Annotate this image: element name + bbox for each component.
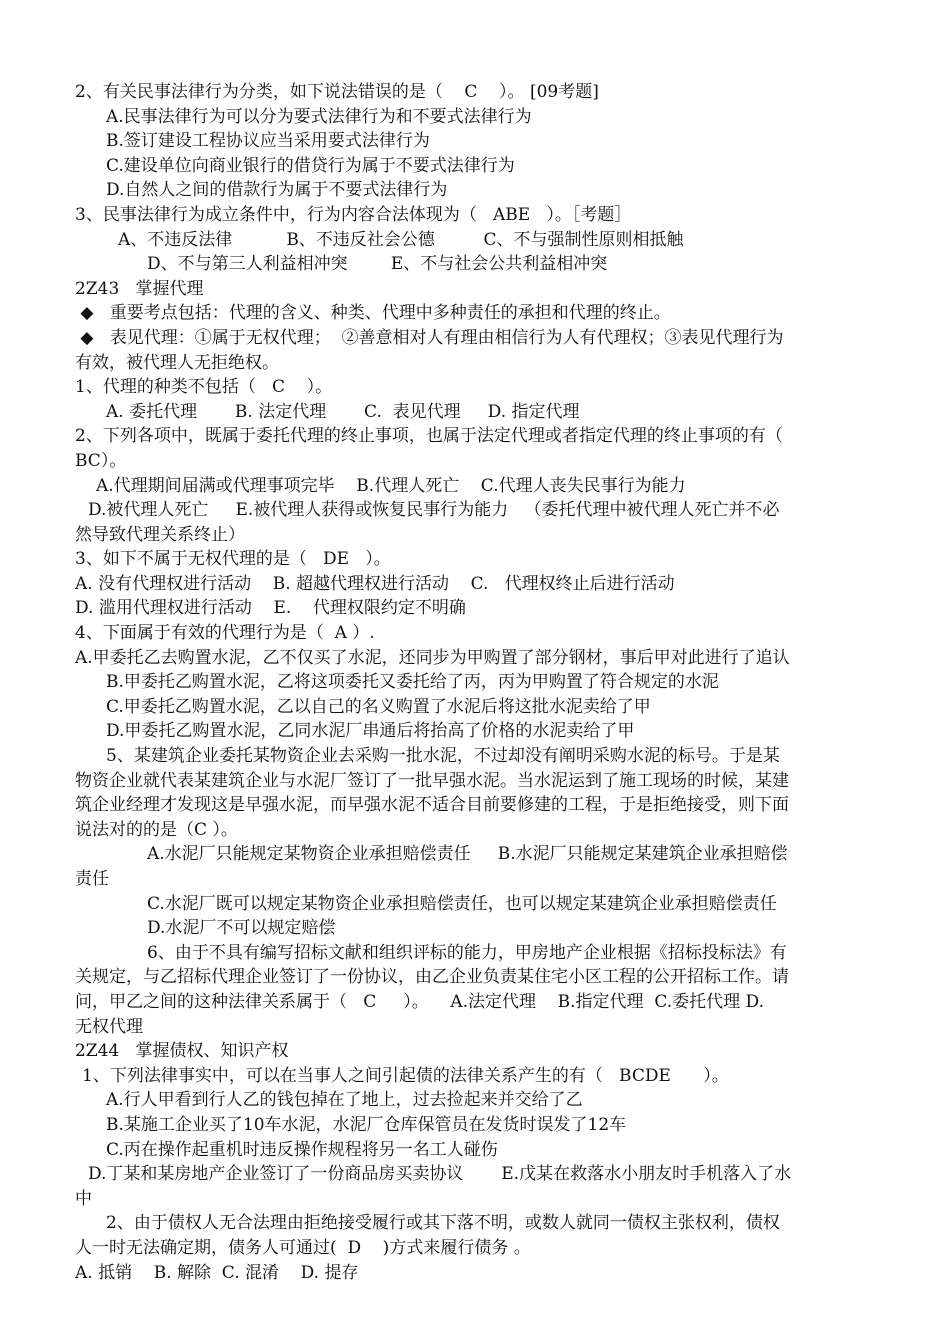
text-line: D.自然人之间的借款行为属于不要式法律行为 (106, 180, 448, 201)
text-line: A. 抵销 B. 解除 C. 混淆 D. 提存 (75, 1262, 359, 1283)
text-line: A.甲委托乙去购置水泥，乙不仅买了水泥，还同步为甲购置了部分钢材，事后甲对此进行了追认 (75, 647, 790, 668)
text-line: 人一时无法确定期，债务人可通过( D )方式来履行债务 。 (75, 1237, 531, 1258)
text-line: B.甲委托乙购置水泥，乙将这项委托又委托给了丙，丙为甲购置了符合规定的水泥 (106, 672, 719, 693)
text-line: 责任 (75, 869, 109, 889)
text-line: 2、有关民事法律行为分类，如下说法错误的是（ C ）。 [09考题] (75, 82, 599, 102)
text-line: B.签订建设工程协议应当采用要式法律行为 (106, 131, 430, 152)
text-line: D、不与第三人利益相冲突 E、不与社会公共利益相冲突 (147, 254, 608, 275)
text-line: 1、下列法律事实中，可以在当事人之间引起债的法律关系产生的有（ BCDE ）。 (82, 1065, 729, 1086)
text-line: 问，甲乙之间的这种法律关系属于（ C ）。 A.法定代理 B.指定代理 C.委托代理 D. (75, 991, 764, 1012)
text-line: C.建设单位向商业银行的借贷行为属于不要式法律行为 (106, 155, 515, 176)
text-line: 2Z43 掌握代理 (75, 278, 204, 299)
text-line: 3、民事法律行为成立条件中，行为内容合法体现为（ ABE ）。［考题］ (75, 204, 632, 225)
text-line: D.丁某和某房地产企业签订了一份商品房买卖协议 E.戊某在救落水小朋友时手机落入了水 (88, 1164, 792, 1185)
text-line: C.甲委托乙购置水泥，乙以自己的名义购置了水泥后将这批水泥卖给了甲 (106, 696, 651, 717)
text-line: 关规定，与乙招标代理企业签订了一份协议，由乙企业负责某住宅小区工程的公开招标工作。请 (75, 967, 789, 988)
text-line: B.某施工企业买了10车水泥，水泥厂仓库保管员在发货时误发了12车 (106, 1114, 627, 1135)
text-line: C.水泥厂既可以规定某物资企业承担赔偿责任，也可以规定某建筑企业承担赔偿责任 (147, 893, 777, 914)
text-line: 中 (75, 1188, 92, 1209)
text-line: 筑企业经理才发现这是早强水泥，而早强水泥不适合目前要修建的工程，于是拒绝接受，则下面 (75, 795, 789, 816)
text-line: A.代理期间届满或代理事项完毕 B.代理人死亡 C.代理人丧失民事行为能力 (96, 475, 686, 496)
text-line: 6、由于不具有编写招标文献和组织评标的能力，甲房地产企业根据《招标投标法》有 (147, 942, 787, 963)
text-line: 2、由于债权人无合法理由拒绝接受履行或其下落不明，或数人就同一债权主张权利，债权 (106, 1213, 780, 1234)
text-line: A. 没有代理权进行活动 B. 超越代理权进行活动 C. 代理权终止后进行活动 (75, 573, 675, 594)
text-line: C.丙在操作起重机时违反操作规程将另一名工人碰伤 (106, 1139, 498, 1160)
text-line: D.水泥厂不可以规定赔偿 (147, 918, 336, 939)
text-line: D.甲委托乙购置水泥，乙同水泥厂串通后将抬高了价格的水泥卖给了甲 (106, 721, 635, 742)
text-line: 2、下列各项中，既属于委托代理的终止事项，也属于法定代理或者指定代理的终止事项的有（ (75, 426, 783, 447)
text-line: ◆ 重要考点包括：代理的含义、种类、代理中多种责任的承担和代理的终止。 (75, 303, 671, 324)
text-line: 5、某建筑企业委托某物资企业去采购一批水泥，不过却没有阐明采购水泥的标号。于是某 (106, 746, 780, 767)
text-line: 4、下面属于有效的代理行为是（ A ）. (75, 623, 375, 644)
text-line: 3、如下不属于无权代理的是（ DE ）。 (75, 549, 391, 570)
text-line: 无权代理 (75, 1016, 143, 1037)
text-line: D.被代理人死亡 E.被代理人获得或恢复民事行为能力 （委托代理中被代理人死亡并不必 (88, 500, 780, 521)
text-line: BC）。 (75, 450, 127, 471)
text-line: 物资企业就代表某建筑企业与水泥厂签订了一批早强水泥。当水泥运到了施工现场的时候，某建 (75, 770, 789, 791)
text-line: A.民事法律行为可以分为要式法律行为和不要式法律行为 (106, 106, 532, 127)
text-line: 然导致代理关系终止） (75, 524, 245, 545)
text-line: 有效，被代理人无拒绝权。 (75, 352, 279, 373)
document-body (0, 80, 950, 1285)
text-line: A、不违反法律 B、不违反社会公德 C、不与强制性原则相抵触 (118, 229, 684, 250)
text-line: A.水泥厂只能规定某物资企业承担赔偿责任 B.水泥厂只能规定某建筑企业承担赔偿 (147, 844, 788, 865)
text-line: ◆ 表见代理：①属于无权代理； ②善意相对人有理由相信行为人有代理权；③表见代理行为 (75, 327, 784, 348)
text-line: A.行人甲看到行人乙的钱包掉在了地上，过去捡起来并交给了乙 (106, 1090, 583, 1111)
text-line: D. 滥用代理权进行活动 E. 代理权限约定不明确 (75, 598, 466, 619)
text-line: 说法对的的是（C ）。 (75, 819, 238, 840)
text-line: 1、代理的种类不包括（ C ）。 (75, 377, 333, 398)
text-line: 2Z44 掌握债权、知识产权 (75, 1041, 289, 1062)
text-line: A. 委托代理 B. 法定代理 C. 表见代理 D. 指定代理 (106, 401, 580, 422)
